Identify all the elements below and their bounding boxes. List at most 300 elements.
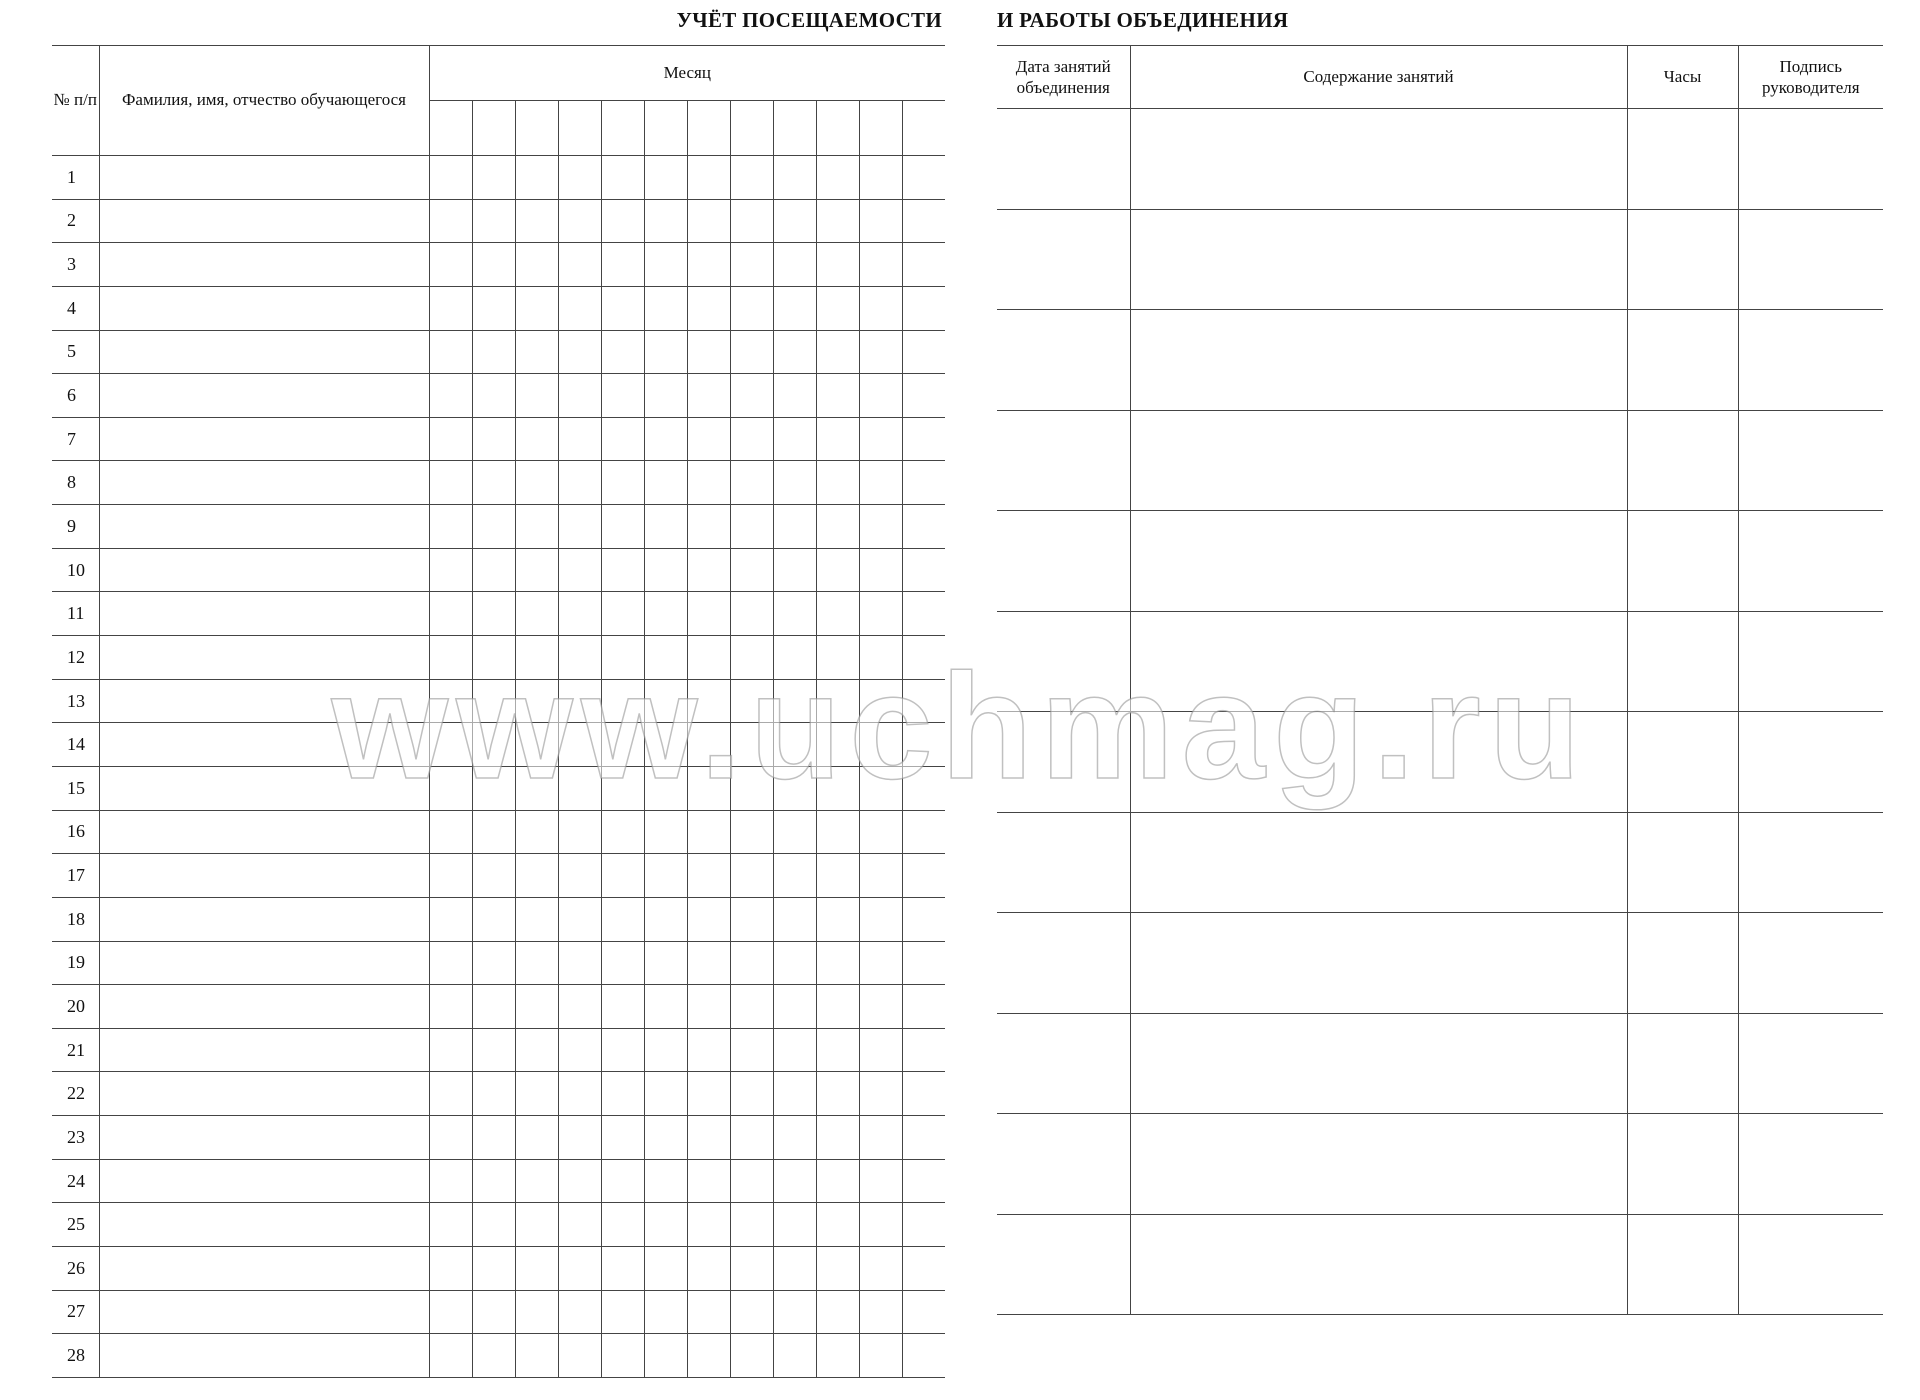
signature-cell[interactable] [1738,1013,1883,1114]
attendance-cell[interactable] [515,1247,558,1291]
attendance-cell[interactable] [515,548,558,592]
attendance-cell[interactable] [773,636,816,680]
attendance-cell[interactable] [687,330,730,374]
attendance-cell[interactable] [902,1334,945,1378]
attendance-cell[interactable] [859,723,902,767]
student-name-cell[interactable] [99,1334,429,1378]
attendance-cell[interactable] [601,243,644,287]
attendance-cell[interactable] [644,286,687,330]
attendance-cell[interactable] [515,1334,558,1378]
attendance-cell[interactable] [773,156,816,200]
attendance-cell[interactable] [558,330,601,374]
attendance-cell[interactable] [816,243,859,287]
attendance-cell[interactable] [730,1247,773,1291]
attendance-cell[interactable] [601,679,644,723]
attendance-cell[interactable] [730,1072,773,1116]
hours-cell[interactable] [1627,1214,1738,1315]
attendance-cell[interactable] [472,199,515,243]
attendance-cell[interactable] [601,766,644,810]
attendance-cell[interactable] [773,548,816,592]
attendance-cell[interactable] [644,679,687,723]
attendance-cell[interactable] [515,636,558,680]
attendance-cell[interactable] [687,286,730,330]
attendance-cell[interactable] [601,1334,644,1378]
attendance-cell[interactable] [816,985,859,1029]
attendance-cell[interactable] [515,1072,558,1116]
student-name-cell[interactable] [99,505,429,549]
attendance-cell[interactable] [644,1203,687,1247]
attendance-cell[interactable] [859,636,902,680]
attendance-cell[interactable] [902,1116,945,1160]
attendance-cell[interactable] [472,1116,515,1160]
attendance-cell[interactable] [859,1028,902,1072]
attendance-cell[interactable] [687,1159,730,1203]
attendance-cell[interactable] [730,636,773,680]
signature-cell[interactable] [1738,1114,1883,1215]
attendance-cell[interactable] [687,854,730,898]
attendance-cell[interactable] [773,1072,816,1116]
attendance-cell[interactable] [429,548,472,592]
student-name-cell[interactable] [99,592,429,636]
attendance-cell[interactable] [515,1116,558,1160]
attendance-cell[interactable] [601,723,644,767]
attendance-cell[interactable] [644,854,687,898]
attendance-cell[interactable] [773,897,816,941]
attendance-cell[interactable] [515,897,558,941]
signature-cell[interactable] [1738,712,1883,813]
attendance-cell[interactable] [773,766,816,810]
attendance-cell[interactable] [773,505,816,549]
attendance-cell[interactable] [558,243,601,287]
attendance-cell[interactable] [730,985,773,1029]
student-name-cell[interactable] [99,1247,429,1291]
attendance-cell[interactable] [902,548,945,592]
attendance-cell[interactable] [816,679,859,723]
attendance-cell[interactable] [687,461,730,505]
attendance-cell[interactable] [816,505,859,549]
attendance-cell[interactable] [773,810,816,854]
attendance-cell[interactable] [773,199,816,243]
attendance-cell[interactable] [644,243,687,287]
attendance-cell[interactable] [429,810,472,854]
attendance-cell[interactable] [644,897,687,941]
student-name-cell[interactable] [99,941,429,985]
attendance-cell[interactable] [644,548,687,592]
attendance-cell[interactable] [816,1247,859,1291]
date-cell[interactable] [997,1114,1130,1215]
attendance-cell[interactable] [859,330,902,374]
student-name-cell[interactable] [99,897,429,941]
attendance-cell[interactable] [601,1247,644,1291]
attendance-cell[interactable] [472,897,515,941]
attendance-cell[interactable] [859,854,902,898]
attendance-cell[interactable] [601,1203,644,1247]
attendance-cell[interactable] [816,592,859,636]
attendance-cell[interactable] [558,810,601,854]
attendance-cell[interactable] [515,199,558,243]
attendance-cell[interactable] [515,461,558,505]
attendance-cell[interactable] [472,330,515,374]
attendance-cell[interactable] [730,941,773,985]
attendance-cell[interactable] [601,897,644,941]
attendance-cell[interactable] [558,897,601,941]
attendance-cell[interactable] [902,286,945,330]
attendance-cell[interactable] [558,766,601,810]
attendance-cell[interactable] [472,854,515,898]
attendance-cell[interactable] [644,156,687,200]
attendance-cell[interactable] [816,374,859,418]
attendance-cell[interactable] [515,1028,558,1072]
attendance-cell[interactable] [773,461,816,505]
attendance-cell[interactable] [687,1116,730,1160]
attendance-cell[interactable] [644,505,687,549]
attendance-cell[interactable] [644,417,687,461]
attendance-cell[interactable] [730,1116,773,1160]
attendance-cell[interactable] [601,417,644,461]
attendance-cell[interactable] [687,1028,730,1072]
attendance-cell[interactable] [601,548,644,592]
attendance-cell[interactable] [730,1290,773,1334]
content-cell[interactable] [1130,410,1627,511]
attendance-cell[interactable] [429,854,472,898]
attendance-cell[interactable] [816,941,859,985]
content-cell[interactable] [1130,611,1627,712]
student-name-cell[interactable] [99,1203,429,1247]
attendance-cell[interactable] [902,1290,945,1334]
attendance-cell[interactable] [429,461,472,505]
attendance-cell[interactable] [558,417,601,461]
date-cell[interactable] [997,310,1130,411]
attendance-cell[interactable] [902,505,945,549]
attendance-cell[interactable] [429,1028,472,1072]
attendance-cell[interactable] [902,766,945,810]
signature-cell[interactable] [1738,209,1883,310]
attendance-cell[interactable] [515,374,558,418]
attendance-cell[interactable] [601,985,644,1029]
attendance-cell[interactable] [816,723,859,767]
attendance-cell[interactable] [687,1203,730,1247]
attendance-cell[interactable] [644,1290,687,1334]
attendance-cell[interactable] [687,374,730,418]
hours-cell[interactable] [1627,209,1738,310]
attendance-cell[interactable] [558,592,601,636]
attendance-cell[interactable] [902,417,945,461]
student-name-cell[interactable] [99,243,429,287]
hours-cell[interactable] [1627,511,1738,612]
attendance-cell[interactable] [859,156,902,200]
attendance-cell[interactable] [687,1247,730,1291]
attendance-cell[interactable] [816,156,859,200]
attendance-cell[interactable] [687,985,730,1029]
attendance-cell[interactable] [730,156,773,200]
attendance-cell[interactable] [558,1028,601,1072]
attendance-cell[interactable] [902,592,945,636]
attendance-cell[interactable] [472,723,515,767]
attendance-cell[interactable] [601,156,644,200]
attendance-cell[interactable] [472,592,515,636]
attendance-cell[interactable] [472,1247,515,1291]
student-name-cell[interactable] [99,286,429,330]
attendance-cell[interactable] [859,417,902,461]
date-cell[interactable] [997,410,1130,511]
attendance-cell[interactable] [429,1334,472,1378]
attendance-cell[interactable] [730,854,773,898]
attendance-cell[interactable] [773,286,816,330]
attendance-cell[interactable] [730,330,773,374]
attendance-cell[interactable] [558,505,601,549]
attendance-cell[interactable] [558,461,601,505]
attendance-cell[interactable] [859,1334,902,1378]
attendance-cell[interactable] [601,199,644,243]
attendance-cell[interactable] [730,1028,773,1072]
attendance-cell[interactable] [601,1028,644,1072]
attendance-cell[interactable] [644,330,687,374]
date-cell[interactable] [997,913,1130,1014]
attendance-cell[interactable] [730,374,773,418]
attendance-cell[interactable] [472,985,515,1029]
attendance-cell[interactable] [859,810,902,854]
attendance-cell[interactable] [816,1116,859,1160]
student-name-cell[interactable] [99,854,429,898]
attendance-cell[interactable] [644,592,687,636]
attendance-cell[interactable] [730,679,773,723]
attendance-cell[interactable] [859,897,902,941]
attendance-cell[interactable] [902,1203,945,1247]
hours-cell[interactable] [1627,310,1738,411]
attendance-cell[interactable] [515,854,558,898]
attendance-cell[interactable] [429,679,472,723]
attendance-cell[interactable] [558,636,601,680]
content-cell[interactable] [1130,913,1627,1014]
attendance-cell[interactable] [687,897,730,941]
attendance-cell[interactable] [816,1203,859,1247]
attendance-cell[interactable] [730,1203,773,1247]
attendance-cell[interactable] [558,548,601,592]
attendance-cell[interactable] [644,1028,687,1072]
hours-cell[interactable] [1627,712,1738,813]
attendance-cell[interactable] [644,199,687,243]
attendance-cell[interactable] [687,156,730,200]
attendance-cell[interactable] [515,985,558,1029]
attendance-cell[interactable] [816,897,859,941]
student-name-cell[interactable] [99,723,429,767]
student-name-cell[interactable] [99,330,429,374]
attendance-cell[interactable] [644,1116,687,1160]
attendance-cell[interactable] [902,1247,945,1291]
date-cell[interactable] [997,1214,1130,1315]
attendance-cell[interactable] [902,330,945,374]
attendance-cell[interactable] [687,1072,730,1116]
student-name-cell[interactable] [99,374,429,418]
attendance-cell[interactable] [515,941,558,985]
hours-cell[interactable] [1627,109,1738,210]
attendance-cell[interactable] [816,1159,859,1203]
attendance-cell[interactable] [601,374,644,418]
student-name-cell[interactable] [99,1116,429,1160]
attendance-cell[interactable] [429,505,472,549]
attendance-cell[interactable] [644,810,687,854]
attendance-cell[interactable] [429,985,472,1029]
student-name-cell[interactable] [99,156,429,200]
attendance-cell[interactable] [601,330,644,374]
attendance-cell[interactable] [429,330,472,374]
attendance-cell[interactable] [687,592,730,636]
attendance-cell[interactable] [859,941,902,985]
attendance-cell[interactable] [730,461,773,505]
attendance-cell[interactable] [902,636,945,680]
attendance-cell[interactable] [644,374,687,418]
attendance-cell[interactable] [902,897,945,941]
attendance-cell[interactable] [687,766,730,810]
attendance-cell[interactable] [859,1159,902,1203]
attendance-cell[interactable] [644,1247,687,1291]
attendance-cell[interactable] [558,156,601,200]
attendance-cell[interactable] [730,243,773,287]
attendance-cell[interactable] [601,1116,644,1160]
attendance-cell[interactable] [472,1334,515,1378]
content-cell[interactable] [1130,1214,1627,1315]
attendance-cell[interactable] [816,417,859,461]
attendance-cell[interactable] [687,548,730,592]
attendance-cell[interactable] [515,1159,558,1203]
student-name-cell[interactable] [99,985,429,1029]
date-cell[interactable] [997,611,1130,712]
attendance-cell[interactable] [859,199,902,243]
attendance-cell[interactable] [472,548,515,592]
attendance-cell[interactable] [472,1028,515,1072]
student-name-cell[interactable] [99,1159,429,1203]
attendance-cell[interactable] [429,1159,472,1203]
date-cell[interactable] [997,812,1130,913]
attendance-cell[interactable] [859,548,902,592]
attendance-cell[interactable] [472,156,515,200]
attendance-cell[interactable] [472,286,515,330]
signature-cell[interactable] [1738,913,1883,1014]
attendance-cell[interactable] [429,897,472,941]
attendance-cell[interactable] [601,505,644,549]
attendance-cell[interactable] [472,1159,515,1203]
attendance-cell[interactable] [687,941,730,985]
attendance-cell[interactable] [472,636,515,680]
content-cell[interactable] [1130,109,1627,210]
attendance-cell[interactable] [902,156,945,200]
attendance-cell[interactable] [601,286,644,330]
attendance-cell[interactable] [558,679,601,723]
attendance-cell[interactable] [644,1159,687,1203]
attendance-cell[interactable] [601,636,644,680]
attendance-cell[interactable] [902,1072,945,1116]
attendance-cell[interactable] [816,330,859,374]
attendance-cell[interactable] [644,1072,687,1116]
attendance-cell[interactable] [644,941,687,985]
attendance-cell[interactable] [816,766,859,810]
attendance-cell[interactable] [558,1247,601,1291]
attendance-cell[interactable] [687,417,730,461]
attendance-cell[interactable] [773,330,816,374]
attendance-cell[interactable] [816,286,859,330]
signature-cell[interactable] [1738,310,1883,411]
attendance-cell[interactable] [730,897,773,941]
attendance-cell[interactable] [687,199,730,243]
content-cell[interactable] [1130,310,1627,411]
attendance-cell[interactable] [902,1028,945,1072]
attendance-cell[interactable] [472,1290,515,1334]
attendance-cell[interactable] [472,461,515,505]
attendance-cell[interactable] [816,548,859,592]
attendance-cell[interactable] [902,810,945,854]
attendance-cell[interactable] [816,636,859,680]
attendance-cell[interactable] [429,286,472,330]
date-cell[interactable] [997,712,1130,813]
attendance-cell[interactable] [644,723,687,767]
attendance-cell[interactable] [644,1334,687,1378]
attendance-cell[interactable] [859,1203,902,1247]
date-cell[interactable] [997,1013,1130,1114]
attendance-cell[interactable] [515,417,558,461]
attendance-cell[interactable] [472,679,515,723]
attendance-cell[interactable] [558,1116,601,1160]
attendance-cell[interactable] [558,1334,601,1378]
attendance-cell[interactable] [558,985,601,1029]
attendance-cell[interactable] [687,636,730,680]
content-cell[interactable] [1130,712,1627,813]
attendance-cell[interactable] [730,199,773,243]
student-name-cell[interactable] [99,636,429,680]
attendance-cell[interactable] [601,461,644,505]
attendance-cell[interactable] [429,1247,472,1291]
attendance-cell[interactable] [429,723,472,767]
attendance-cell[interactable] [687,505,730,549]
attendance-cell[interactable] [472,766,515,810]
attendance-cell[interactable] [773,1290,816,1334]
attendance-cell[interactable] [902,374,945,418]
date-cell[interactable] [997,511,1130,612]
attendance-cell[interactable] [429,1203,472,1247]
attendance-cell[interactable] [816,1290,859,1334]
attendance-cell[interactable] [644,461,687,505]
attendance-cell[interactable] [902,243,945,287]
attendance-cell[interactable] [773,1028,816,1072]
attendance-cell[interactable] [773,1116,816,1160]
attendance-cell[interactable] [429,243,472,287]
attendance-cell[interactable] [859,1072,902,1116]
attendance-cell[interactable] [687,1334,730,1378]
content-cell[interactable] [1130,209,1627,310]
student-name-cell[interactable] [99,199,429,243]
attendance-cell[interactable] [687,810,730,854]
content-cell[interactable] [1130,1114,1627,1215]
attendance-cell[interactable] [773,1159,816,1203]
signature-cell[interactable] [1738,511,1883,612]
attendance-cell[interactable] [816,1334,859,1378]
attendance-cell[interactable] [816,854,859,898]
attendance-cell[interactable] [429,766,472,810]
content-cell[interactable] [1130,1013,1627,1114]
attendance-cell[interactable] [730,505,773,549]
hours-cell[interactable] [1627,913,1738,1014]
attendance-cell[interactable] [429,374,472,418]
attendance-cell[interactable] [515,1290,558,1334]
content-cell[interactable] [1130,511,1627,612]
attendance-cell[interactable] [601,810,644,854]
attendance-cell[interactable] [429,199,472,243]
signature-cell[interactable] [1738,611,1883,712]
attendance-cell[interactable] [730,723,773,767]
student-name-cell[interactable] [99,766,429,810]
attendance-cell[interactable] [644,985,687,1029]
attendance-cell[interactable] [773,1203,816,1247]
attendance-cell[interactable] [859,985,902,1029]
